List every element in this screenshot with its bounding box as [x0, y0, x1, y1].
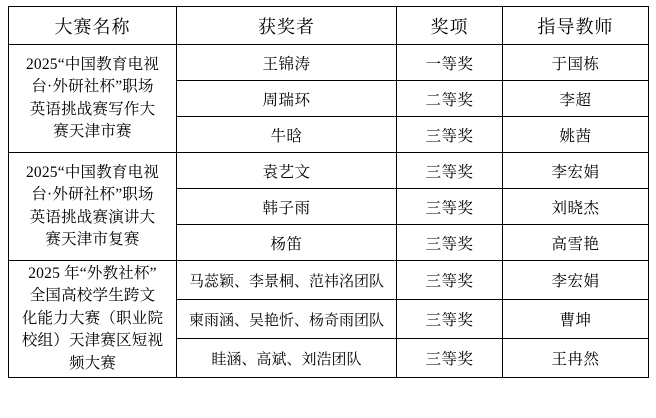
- column-header-winner: 获奖者: [177, 7, 397, 45]
- competition-name-cell: [9, 45, 177, 153]
- table-row: [9, 45, 649, 81]
- winner-cell: 牛晗: [177, 117, 397, 153]
- teacher-cell: 王冉然: [503, 339, 649, 378]
- competition-name-line: 2025“中国教育电视: [25, 163, 160, 181]
- teacher-cell: 高雪艳: [503, 225, 649, 261]
- competition-name-line: 英语挑战赛写作大: [29, 100, 156, 118]
- competition-name-line: 2025 年“外教社杯”: [28, 265, 157, 282]
- prize-cell: 三等奖: [397, 339, 503, 378]
- winner-cell: 眭涵、高斌、刘浩团队: [177, 339, 397, 378]
- competition-name-line: 赛天津市赛: [53, 122, 132, 140]
- column-header-competition: 大赛名称: [9, 7, 177, 45]
- prize-cell: 三等奖: [397, 117, 503, 153]
- competition-name-cell: [9, 261, 177, 378]
- competition-name-line: 台·外研社杯”职场: [31, 78, 154, 96]
- table-header: [9, 7, 649, 45]
- competition-name-line: 台·外研社杯”职场: [31, 186, 154, 204]
- table-header-row: [9, 7, 649, 45]
- teacher-cell: 李超: [503, 81, 649, 117]
- prize-cell: 三等奖: [397, 189, 503, 225]
- column-header-teacher: 指导教师: [503, 7, 649, 45]
- table-row: [9, 261, 649, 300]
- prize-cell: 二等奖: [397, 81, 503, 117]
- winner-cell: 周瑞环: [177, 81, 397, 117]
- competition-name-line: 校组）天津赛区短视: [21, 332, 164, 350]
- winner-cell: 王锦涛: [177, 45, 397, 81]
- prize-cell: 三等奖: [397, 261, 503, 300]
- teacher-cell: 曹坤: [503, 300, 649, 339]
- teacher-cell: 李宏娟: [503, 261, 649, 300]
- winner-cell: 袁艺文: [177, 153, 397, 189]
- competition-name-cell: [9, 153, 177, 261]
- document-page: [0, 6, 656, 418]
- winner-cell: 柬雨涵、吴艳忻、杨奇雨团队: [177, 300, 397, 339]
- table-body: [9, 45, 649, 378]
- teacher-cell: 李宏娟: [503, 153, 649, 189]
- prize-cell: 三等奖: [397, 153, 503, 189]
- winner-cell: 马蕊颖、李景桐、范祎洺团队: [177, 261, 397, 300]
- award-table: [8, 6, 649, 378]
- prize-cell: 三等奖: [397, 225, 503, 261]
- competition-name-line: 化能力大赛（职业院: [21, 309, 164, 327]
- column-header-prize: 奖项: [397, 7, 503, 45]
- teacher-cell: 于国栋: [503, 45, 649, 81]
- competition-name-line: 英语挑战赛演讲大: [29, 208, 156, 226]
- competition-name-line: 全国高校学生跨文: [29, 287, 156, 305]
- prize-cell: 三等奖: [397, 300, 503, 339]
- competition-name-line: 2025“中国教育电视: [25, 55, 160, 73]
- winner-cell: 韩子雨: [177, 189, 397, 225]
- prize-cell: 一等奖: [397, 45, 503, 81]
- teacher-cell: 刘晓杰: [503, 189, 649, 225]
- competition-name-line: 频大赛: [68, 354, 117, 372]
- competition-name-line: 赛天津市复赛: [45, 230, 140, 248]
- table-row: [9, 153, 649, 189]
- winner-cell: 杨笛: [177, 225, 397, 261]
- teacher-cell: 姚茜: [503, 117, 649, 153]
